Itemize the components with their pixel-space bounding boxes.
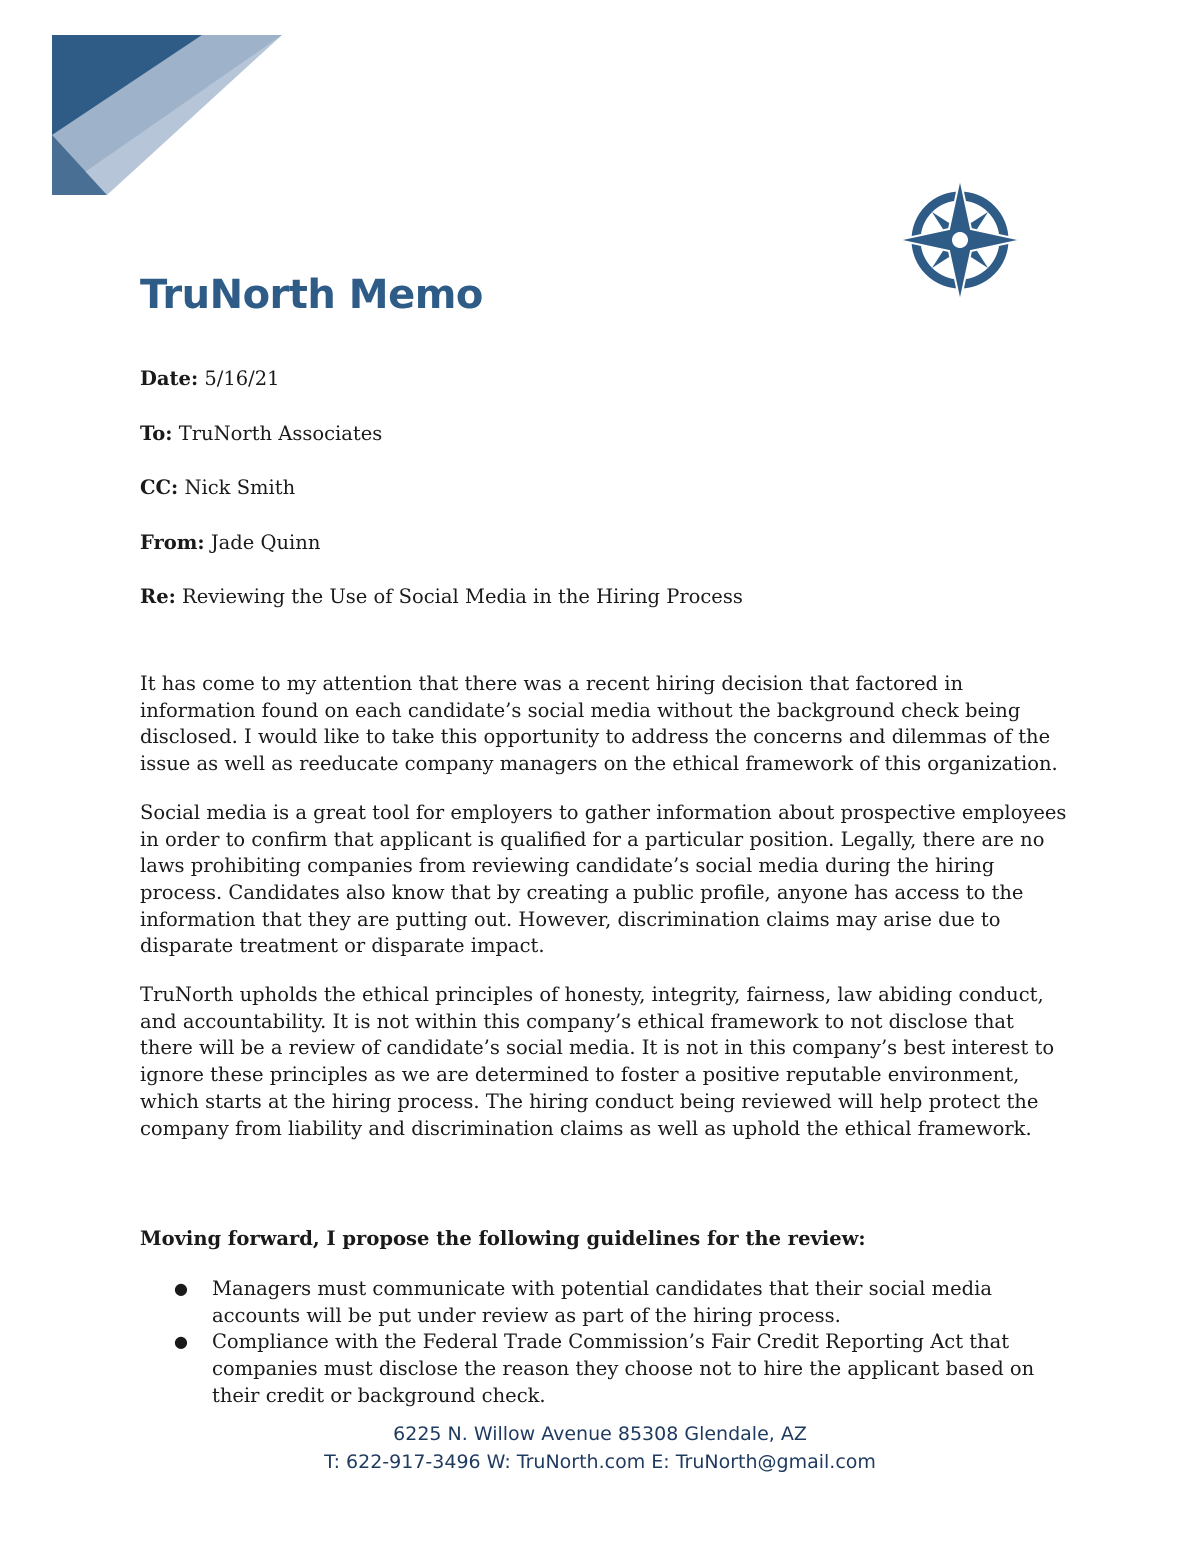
date-value: 5/16/21 <box>204 367 280 390</box>
re-value: Reviewing the Use of Social Media in the Hiring Process <box>182 585 743 608</box>
guideline-text: Compliance with the Federal Trade Commission’s Fair Credit Reporting Act that companies must disclose the reason they choose not to hire the applicant based on their credit or background check. <box>212 1330 1035 1407</box>
re-field <box>140 584 1060 610</box>
guideline-text: Managers must communicate with potential candidates that their social media accounts will be put under review as part of the hiring process. <box>212 1277 992 1327</box>
date-field <box>140 366 1060 392</box>
to-field <box>140 421 1060 447</box>
date-label: Date: <box>140 367 199 390</box>
from-value: Jade Quinn <box>210 530 321 554</box>
memo-header-fields <box>140 366 1060 639</box>
to-label: To: <box>140 421 173 445</box>
body-paragraph-3: TruNorth upholds the ethical principles of honesty, integrity, fairness, law abiding conduct, and accountability. It is not within this company’s ethical framework to not disclose that there will be a review of candidate’s social media. It is not in this company’s best interest to ignore these principles as we are determined to foster a positive reputable environment, which starts at the hiring process. The hiring conduct being reviewed will help protect the company from liability and discrimination claims as well as uphold the ethical framework. <box>140 983 1055 1140</box>
proposal-heading: Moving forward, I propose the following guidelines for the review: <box>140 1227 866 1250</box>
memo-title: TruNorth Memo <box>140 272 483 318</box>
compass-rose-icon <box>898 178 1022 302</box>
body-paragraph-2: Social media is a great tool for employers to gather information about prospective employees in order to confirm that applicant is qualified for a particular position. Legally, there are no laws prohibiting companies from reviewing candidate’s social media during the hiring process. Candidates also know that by creating a public profile, anyone has access to the information that they are putting out. However, discrimination claims may arise due to disparate treatment or disparate impact. <box>140 800 1067 958</box>
to-value: TruNorth Associates <box>178 421 383 445</box>
from-field <box>140 530 1060 556</box>
footer-address: 6225 N. Willow Avenue 85308 Glendale, AZ <box>393 1423 807 1445</box>
footer-contact: T: 622-917-3496 W: TruNorth.com E: TruNorth@gmail.com <box>324 1451 876 1473</box>
bullet-icon: ● <box>174 1279 188 1298</box>
from-label: From: <box>140 530 205 554</box>
cc-label: CC: <box>140 476 179 499</box>
corner-decoration <box>52 35 282 195</box>
list-item <box>140 1329 1060 1409</box>
memo-body <box>140 671 1070 1164</box>
re-label: Re: <box>140 585 176 608</box>
footer <box>0 1420 1200 1476</box>
cc-value: Nick Smith <box>184 476 296 499</box>
bullet-icon: ● <box>174 1332 188 1352</box>
cc-field <box>140 475 1060 501</box>
body-paragraph-1: It has come to my attention that there was a recent hiring decision that factored in information found on each candidate’s social media without the background check being disclosed. I would like to take this opportunity to address the concerns and dilemmas of the issue as well as reeducate company managers on the ethical framework of this organization. <box>140 672 1058 776</box>
list-item <box>140 1276 1060 1329</box>
guidelines-list <box>140 1276 1060 1410</box>
